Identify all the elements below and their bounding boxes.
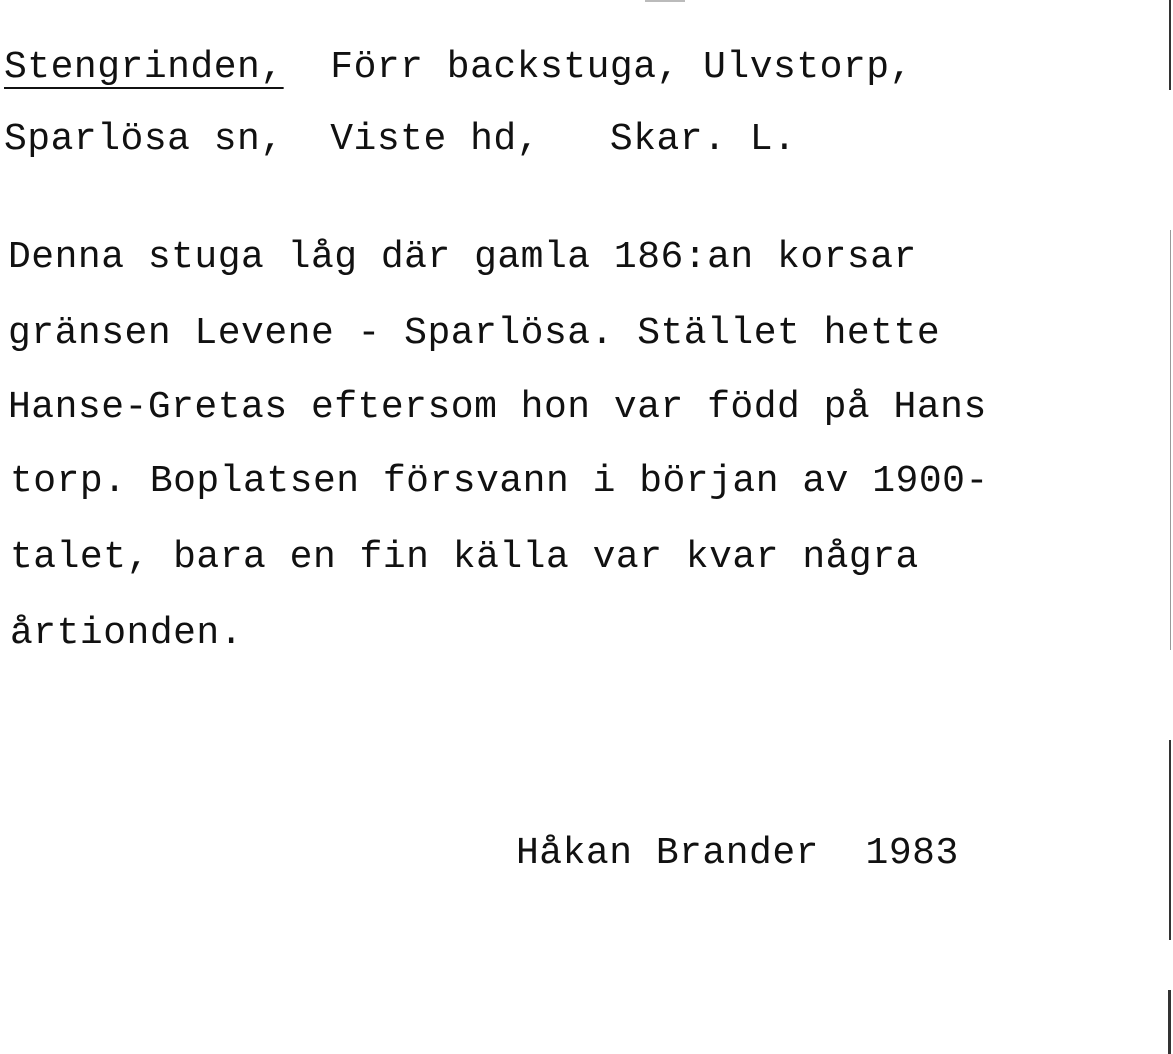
card-edge-line bbox=[1169, 0, 1171, 90]
body-line: årtionden. bbox=[10, 612, 244, 655]
scan-artifact bbox=[645, 0, 685, 2]
body-line: Denna stuga låg där gamla 186:an korsar bbox=[8, 236, 917, 279]
card-edge-line bbox=[1168, 990, 1171, 1054]
card-edge-line bbox=[1170, 230, 1171, 650]
body-line: gränsen Levene - Sparlösa. Stället hette bbox=[8, 312, 941, 355]
place-name: Stengrinden, bbox=[4, 46, 284, 89]
body-line: Hanse-Gretas eftersom hon var född på Hans bbox=[8, 386, 987, 429]
heading-line-2: Sparlösa sn, Viste hd, Skar. L. bbox=[4, 118, 797, 161]
body-line: torp. Boplatsen försvann i början av 1900- bbox=[10, 460, 989, 503]
heading-description: Förr backstuga, Ulvstorp, bbox=[330, 46, 913, 89]
signature: Håkan Brander 1983 bbox=[516, 832, 959, 875]
card-edge-line bbox=[1169, 740, 1171, 940]
body-line: talet, bara en fin källa var kvar några bbox=[10, 536, 919, 579]
heading-line-1 bbox=[4, 46, 913, 90]
